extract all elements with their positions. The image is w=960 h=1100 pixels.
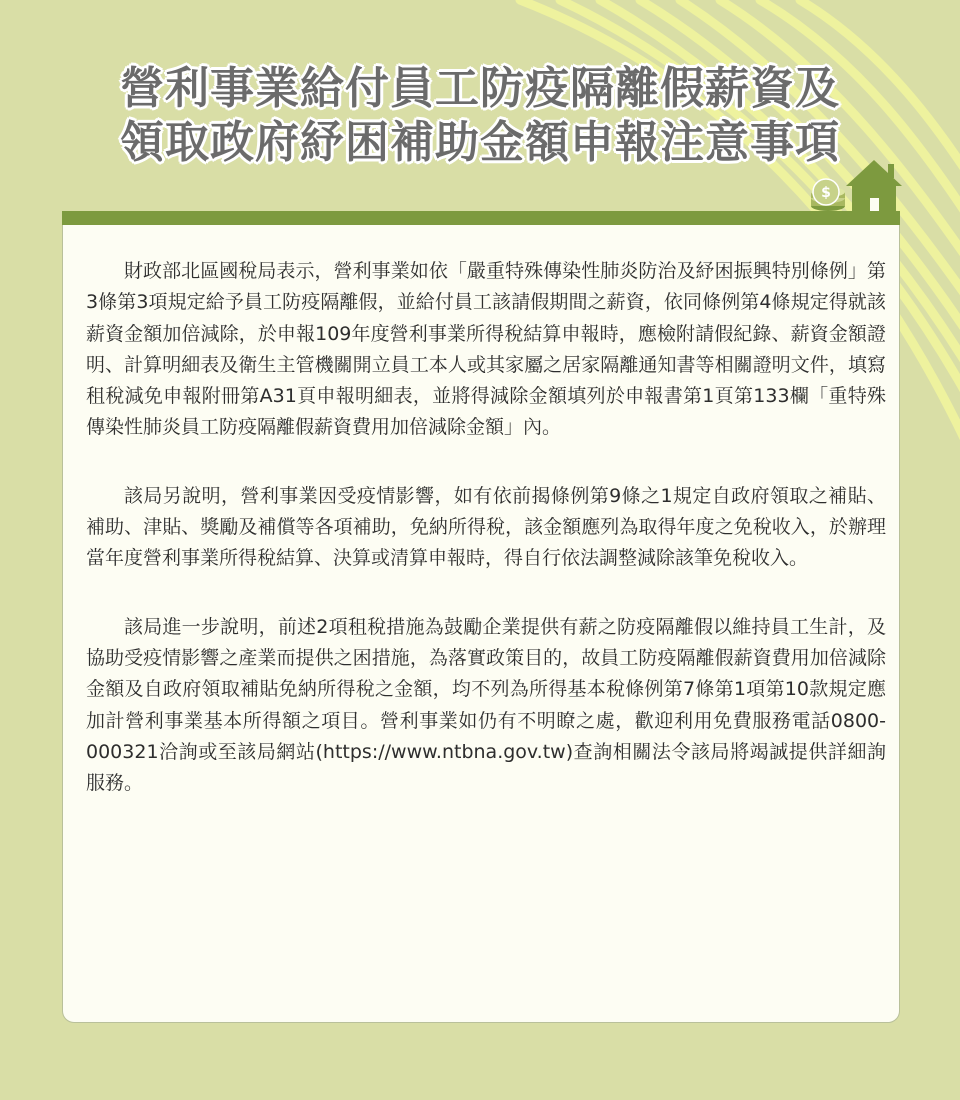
header-accent-bar bbox=[62, 211, 900, 225]
house-icon bbox=[846, 160, 902, 216]
house-coins-illustration bbox=[806, 154, 906, 216]
title-line-2: 領取政府紓困補助金額申報注意事項 bbox=[120, 117, 840, 168]
paragraph-1: 財政部北區國稅局表示，營利事業如依「嚴重特殊傳染性肺炎防治及紓困振興特別條例」第3條第3項規定給予員工防疫隔離假，並給付員工該請假期間之薪資，依同條例第4條規定得就該薪資金額加倍減除，於申報109年度營利事業所得稅結算申報時，應檢附請假紀錄、薪資金額證明、計算明細表及衛生主管機關開立員工本人或其家屬之居家隔離通知書等相關證明文件，填寫租稅減免申報附冊第A31頁申報明細表，並將得減除金額填列於申報書第1頁第133欄「重特殊傳染性肺炎員工防疫隔離假薪資費用加倍減除金額」內。 bbox=[86, 260, 886, 439]
paragraph-2: 該局另說明，營利事業因受疫情影響，如有依前揭條例第9條之1規定自政府領取之補貼、補助、津貼、獎勵及補償等各項補助，免納所得稅，該金額應列為取得年度之免稅收入，於辦理當年度營利事業所得稅結算、決算或清算申報時，得自行依法調整減除該筆免稅收入。 bbox=[86, 484, 886, 570]
svg-text:$: $ bbox=[821, 185, 831, 201]
coin-stack-icon bbox=[811, 179, 845, 211]
article-body bbox=[86, 256, 886, 799]
paragraph-3: 該局進一步說明，前述2項租稅措施為鼓勵企業提供有薪之防疫隔離假以維持員工生計，及協助受疫情影響之產業而提供之困措施，為落實政策目的，故員工防疫隔離假薪資費用加倍減除金額及自政府領取補貼免納所得稅之金額，均不列為所得基本稅條例第7條第1項第10款規定應加計營利事業基本所得額之項目。營利事業如仍有不明瞭之處，歡迎利用免費服務電話0800-000321洽詢或至該局網站(https://www.ntbna.gov.tw)查詢相關法令該局將竭誠提供詳細詢服務。 bbox=[86, 615, 886, 795]
title-line-1: 營利事業給付員工防疫隔離假薪資及 bbox=[120, 63, 840, 114]
